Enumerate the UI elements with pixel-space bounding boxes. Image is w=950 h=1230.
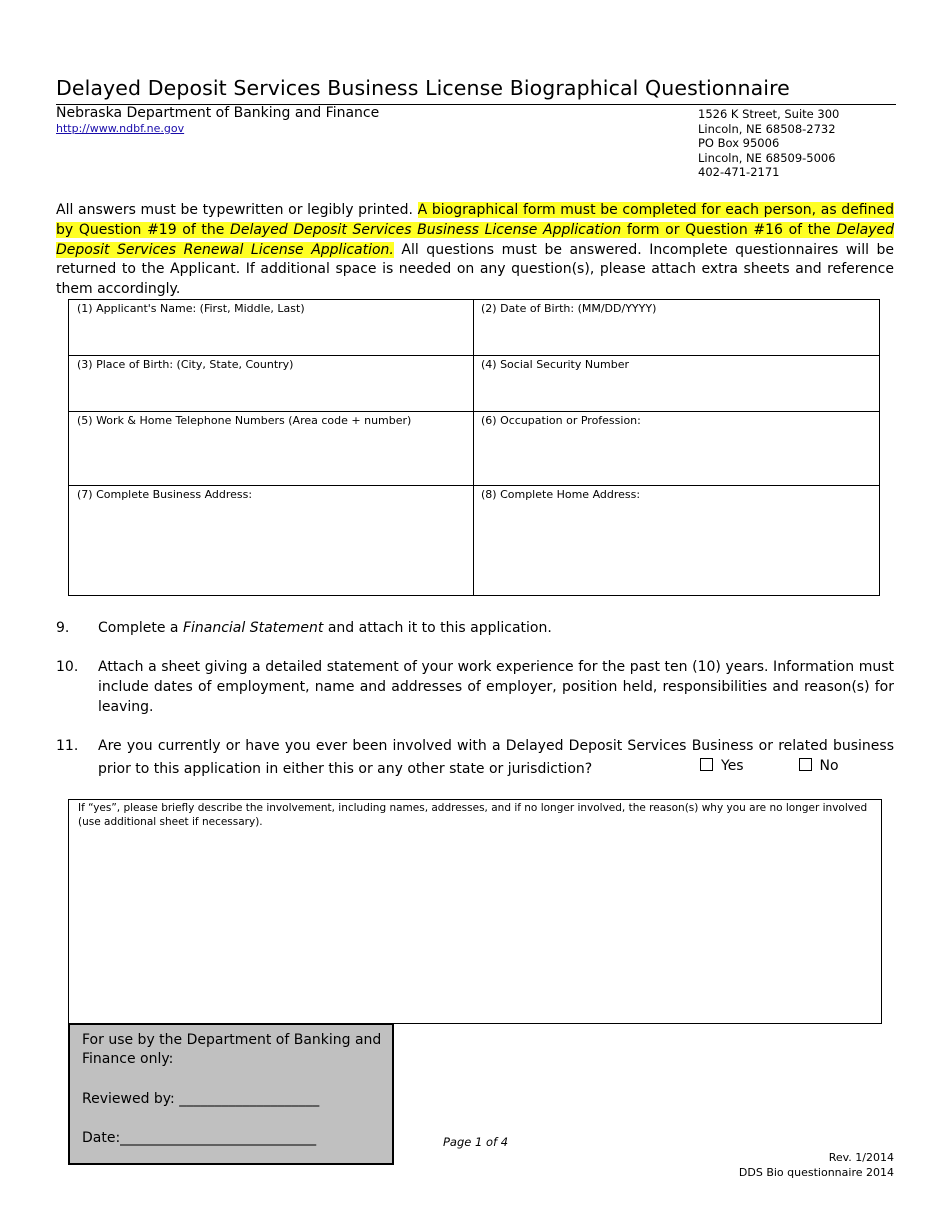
intro-highlight: form or Question #16 of the bbox=[621, 221, 837, 238]
yes-checkbox[interactable] bbox=[700, 758, 744, 774]
office-use-heading: For use by the Department of Banking and Finance only: bbox=[82, 1032, 382, 1067]
question-number: 9. bbox=[56, 620, 70, 636]
field-label: (6) Occupation or Profession: bbox=[481, 414, 641, 427]
question-9 bbox=[0, 618, 950, 638]
financial-statement-term: Financial Statement bbox=[182, 620, 324, 636]
intro-highlight: A biographical form must be completed for each person, as defined by Question #19 of the bbox=[56, 202, 894, 238]
question-text: Are you currently or have you ever been involved with a Delayed Deposit Services Business or related business bbox=[98, 738, 894, 754]
field-label: (4) Social Security Number bbox=[481, 358, 630, 371]
intro-text: All questions must be answered. Incomplete questionnaires will be returned to the Applicant. If additional space is needed on any question(s), please attach extra sheets and reference them accordingly. bbox=[56, 241, 894, 298]
involvement-description-field[interactable] bbox=[68, 799, 882, 1024]
social-security-field[interactable] bbox=[473, 356, 879, 411]
renewal-application-title: Delayed Deposit Services Renewal License Application. bbox=[56, 221, 894, 258]
field-label: (1) Applicant's Name: (First, Middle, Last) bbox=[77, 302, 305, 315]
review-date-line: Date:____________________________ bbox=[82, 1130, 317, 1146]
description-instructions: If “yes”, please briefly describe the involvement, including names, addresses, and if no longer involved, the reason(s) why you are no longer involved (use additional sheet if necessary). bbox=[78, 802, 868, 828]
department-name: Nebraska Department of Banking and Finance bbox=[56, 105, 380, 121]
page-title: Delayed Deposit Services Business License Biographical Questionnaire bbox=[56, 76, 790, 100]
reviewed-by-line: Reviewed by: ____________________ bbox=[82, 1091, 320, 1107]
revision-date: Rev. 1/2014 bbox=[828, 1151, 894, 1164]
question-text: prior to this application in either this or any other state or jurisdiction? bbox=[98, 761, 593, 777]
revision-info bbox=[739, 1150, 894, 1180]
question-number: 10. bbox=[56, 659, 79, 675]
address-line: 1526 K Street, Suite 300 bbox=[698, 107, 840, 121]
occupation-field[interactable] bbox=[473, 412, 879, 485]
field-label: (2) Date of Birth: (MM/DD/YYYY) bbox=[481, 302, 657, 315]
question-text: Attach a sheet giving a detailed statement of your work experience for the past ten (10) years. Information must include dates of employment, name and addresses of employer, position held, responsibilities and reason(s) for leaving. bbox=[98, 659, 894, 715]
address-line: Lincoln, NE 68508-2732 bbox=[698, 121, 836, 136]
biographical-fields-table bbox=[68, 299, 880, 596]
no-label: No bbox=[819, 758, 839, 774]
page-number: Page 1 of 4 bbox=[443, 1135, 509, 1149]
field-label: (3) Place of Birth: (City, State, Country) bbox=[77, 358, 294, 371]
q9-text: Complete a bbox=[98, 620, 183, 636]
department-address bbox=[698, 107, 839, 180]
no-checkbox[interactable] bbox=[799, 758, 839, 774]
form-id: DDS Bio questionnaire 2014 bbox=[738, 1166, 894, 1179]
field-label: (7) Complete Business Address: bbox=[77, 488, 253, 501]
website-link[interactable]: http://www.ndbf.ne.gov bbox=[56, 122, 185, 135]
field-label: (5) Work & Home Telephone Numbers (Area code + number) bbox=[77, 414, 412, 427]
checkbox-icon[interactable] bbox=[799, 758, 812, 771]
question-10 bbox=[0, 657, 950, 719]
instructions-paragraph bbox=[56, 201, 894, 300]
q9-text: and attach it to this application. bbox=[323, 620, 552, 636]
question-number: 11. bbox=[56, 738, 79, 754]
question-text bbox=[98, 618, 894, 638]
address-line: PO Box 95006 bbox=[698, 136, 780, 150]
field-label: (8) Complete Home Address: bbox=[481, 488, 641, 501]
intro-text: All answers must be typewritten or legibly printed. bbox=[56, 202, 418, 218]
place-of-birth-field[interactable] bbox=[69, 356, 473, 411]
applicant-name-field[interactable] bbox=[69, 300, 473, 355]
yes-label: Yes bbox=[721, 758, 744, 774]
business-address-field[interactable] bbox=[69, 486, 473, 595]
date-of-birth-field[interactable] bbox=[473, 300, 879, 355]
telephone-field[interactable] bbox=[69, 412, 473, 485]
home-address-field[interactable] bbox=[473, 486, 879, 595]
office-use-box bbox=[68, 1023, 394, 1165]
address-line: Lincoln, NE 68509-5006 bbox=[698, 150, 836, 165]
application-title: Delayed Deposit Services Business License Application bbox=[230, 221, 622, 238]
address-line: 402-471-2171 bbox=[698, 165, 780, 179]
checkbox-icon[interactable] bbox=[700, 758, 713, 771]
involvement-choice bbox=[700, 758, 839, 774]
